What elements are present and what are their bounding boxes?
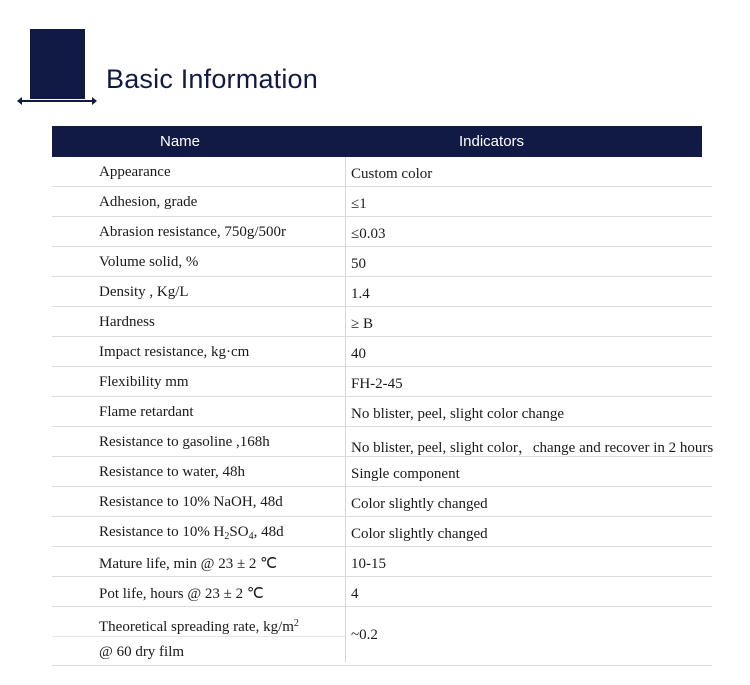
row-value: 10-15 (351, 556, 386, 572)
row-name: Adhesion, grade (99, 194, 198, 210)
row-value: Color slightly changed (351, 496, 488, 512)
row-value: ≤0.03 (351, 226, 386, 242)
table-row (52, 187, 712, 217)
row-name: Appearance (99, 164, 171, 180)
row-value: 4 (351, 586, 359, 602)
header-decoration-line (20, 100, 94, 102)
row-value: 1.4 (351, 286, 370, 302)
row-value: Single component (351, 466, 460, 482)
row-name: Density , Kg/L (99, 284, 189, 300)
table-row (52, 157, 712, 187)
table-row (52, 247, 712, 277)
header-decoration-block (30, 29, 85, 99)
row-value: ≤1 (351, 196, 367, 212)
table-row (52, 337, 712, 367)
row-name: Hardness (99, 314, 155, 330)
row-name: Theoretical spreading rate, $kg/m^2$ @ 60 dry film (99, 618, 299, 660)
table-header (52, 126, 702, 157)
row-name: Resistance to 10% $H_2SO_4$, 48d (99, 524, 284, 542)
table-row (52, 307, 712, 337)
row-value: FH-2-45 (351, 376, 403, 392)
row-name: Volume solid, % (99, 254, 199, 270)
row-name: Impact resistance, kg·cm (99, 344, 250, 360)
row-value: 50 (351, 256, 366, 272)
table-row (52, 397, 712, 427)
table-row (52, 517, 712, 547)
row-name: Flexibility mm (99, 374, 189, 390)
table-row (52, 427, 712, 457)
table-row (52, 577, 712, 607)
spec-table (52, 157, 712, 666)
row-value: ~0.2 (351, 627, 378, 643)
column-header-indicators: Indicators (459, 133, 525, 150)
row-name: Mature life, min @ 23 ± 2 ℃ (99, 556, 278, 572)
row-name: Resistance to gasoline ,168h (99, 434, 270, 450)
section-title: Basic Information (106, 64, 318, 94)
row-name: Resistance to water, 48h (99, 464, 246, 480)
table-row (52, 547, 712, 577)
row-value: 40 (351, 346, 366, 362)
row-value: Color slightly changed (351, 526, 488, 542)
row-value: No blister, peel, slight color，change and recover in 2 hours (351, 440, 714, 456)
row-value: Custom color (351, 166, 433, 182)
row-name: Flame retardant (99, 404, 194, 420)
table-row (52, 277, 712, 307)
table-row (52, 217, 712, 247)
table-row (52, 607, 712, 666)
table-row (52, 457, 712, 487)
row-name: Abrasion resistance, 750g/500r (99, 224, 287, 240)
column-header-name: Name (160, 133, 201, 150)
table-row (52, 367, 712, 397)
row-value: ≥ B (351, 316, 373, 332)
row-name: Resistance to 10% NaOH, 48d (99, 494, 283, 510)
table-row (52, 487, 712, 517)
row-value: No blister, peel, slight color change (351, 406, 565, 422)
row-name: Pot life, hours @ 23 ± 2 ℃ (99, 586, 264, 602)
